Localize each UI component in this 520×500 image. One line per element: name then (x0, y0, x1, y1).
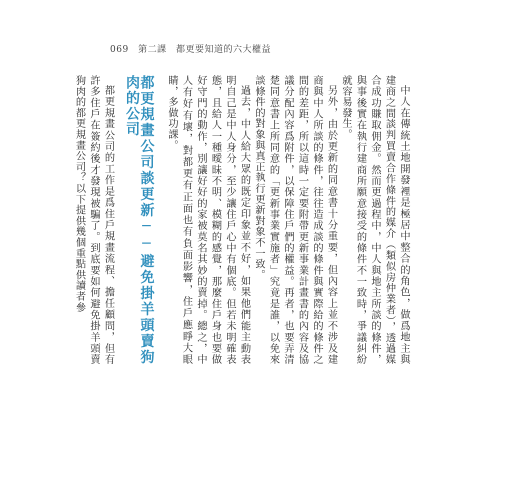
chapter-title: 都更要知道的六大權益 (175, 45, 271, 55)
body-text (73, 75, 410, 365)
paragraph: 中人在傳統土地開發裡是極居中整合的角色，做爲地主與建商之間談判買賣合作條件的媒介（類似房仲業者），透過媒合成功賺取佣金。然而更過程中，中人與地主所談的條件，與事後實在執行建商所願意接受的條件不一致時，爭議糾紛就容易發生。 (340, 75, 409, 365)
paragraph: 過去，中人給大眾的既定印象並不好，如果他們能主動表明自己是中人身分，至少讓住戶心中有個底。但若未明確表態，且給人一種曖昧不明、模糊的感覺，那麼住戶身也要做好守門的動作，別讓好好的家被莫名其妙的賣掉。總之，中人有好有壞，對都更有正面也有負面影響，住戶應睜大眼睛，多做功課。 (166, 75, 250, 365)
section-heading: 都更規畫公司談更新──避免掛羊頭賣狗肉的公司 (124, 75, 155, 365)
running-header (110, 42, 277, 55)
page-number: 069 (110, 45, 129, 55)
chapter-label: 第二課 (138, 45, 167, 55)
paragraph: 都更規畫公司的工作是爲住戶規畫流程、擔任顧問，但有許多住戶在簽約後才發現被騙了。到底要如何避免掛羊頭賣狗肉的都更規畫公司？以下提供幾個重點供讀者參 (73, 75, 114, 365)
paragraph: 另外，由於更新的同意書十分重要，但內容上並不涉及建商與中人所談的條件，往往造成談的條件與實際給的條件之間的差距，所以這時一定要附帶更新事業計畫書的內容及協議分配內容爲附件，以保障住戶們的權益。再者，也要弄清楚同意書上所同意的「更新事業實施者」究竟是誰，以免來談條件的對象與真正執行更新對象不一致。 (253, 75, 337, 365)
